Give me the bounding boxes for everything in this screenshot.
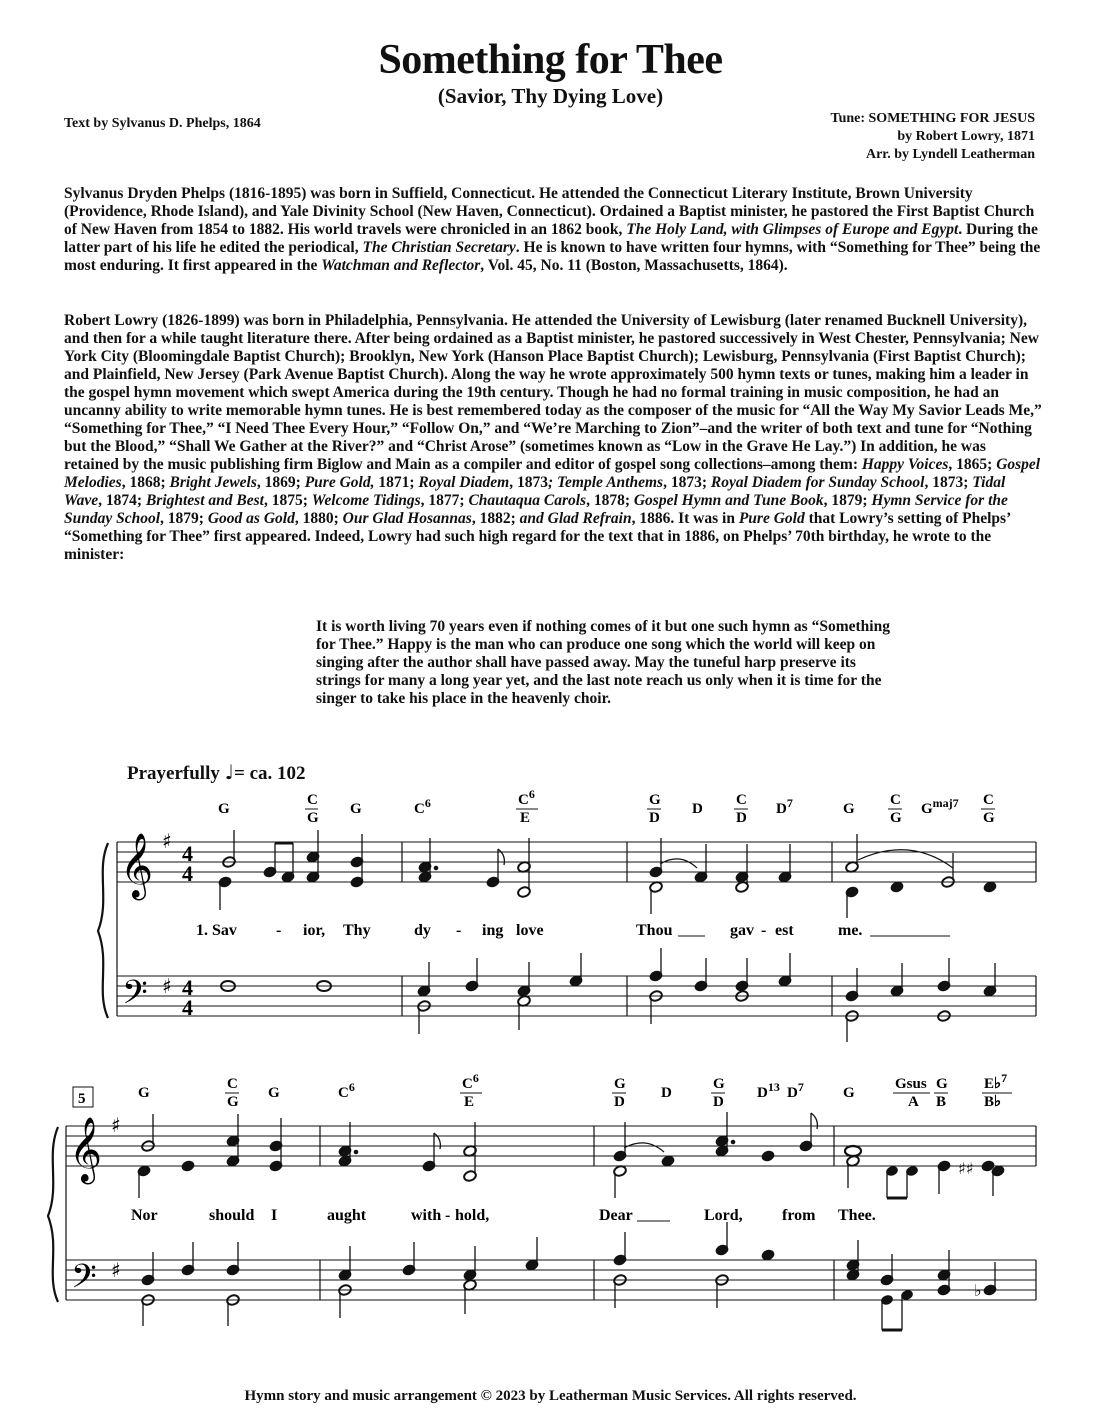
treble-clef-icon: 𝄞 (69, 1117, 103, 1182)
italic-title: Our Glad Hosannas (342, 510, 472, 527)
lyric-syllable: Thee. (838, 1207, 876, 1224)
lyric-hyphen: - (445, 1207, 451, 1224)
chord-symbol: $C^6$ (414, 796, 431, 817)
text-run: , 1873; (663, 474, 711, 491)
chord-symbol: G (649, 792, 661, 808)
chord-symbol: $C^6$ (338, 1080, 355, 1101)
lyric-syllable: me. (838, 922, 863, 939)
chord-symbol: C (307, 792, 318, 808)
chord-symbol: G (268, 1085, 280, 1101)
key-sharp-icon: ♯ (162, 829, 172, 853)
text-run: , 1875; (263, 492, 312, 509)
hymn-subtitle: (Savior, Thy Dying Love) (437, 84, 664, 108)
svg-text:♭: ♭ (974, 1281, 982, 1300)
treble-staff (117, 842, 1036, 882)
chord-symbol: B (936, 1094, 947, 1110)
lyric-syllable: Thy (343, 922, 371, 939)
text-run: , 1878; (586, 492, 634, 509)
italic-title: Good as Gold (207, 510, 295, 527)
lyric-syllable: Nor (131, 1207, 158, 1224)
chord-symbol: E (464, 1094, 475, 1110)
system-2 (48, 1071, 1036, 1330)
treble-notes (137, 1112, 1005, 1198)
chord-symbol: C (227, 1076, 238, 1092)
lyrics-verse-1 (196, 922, 950, 939)
bass-clef-icon: 𝄢 (71, 1258, 97, 1304)
lyric-syllable: ior, (303, 922, 326, 939)
text-run: , 1879; (823, 492, 872, 509)
chord-symbol: G (936, 1076, 948, 1092)
text-run: , Vol. 45, No. 11 (Boston, Massachusetts, 1864). (480, 257, 788, 274)
text-credit: Text by Sylvanus D. Phelps, 1864 (64, 116, 261, 131)
text-run: . During the latter part of his life he edited the periodical, (64, 221, 1038, 256)
tune-name: Tune: SOMETHING FOR JESUS (830, 111, 1035, 126)
lyric-syllable: should (209, 1207, 255, 1224)
italic-title: Bright Jewels (169, 474, 257, 491)
chord-symbol: G (350, 801, 362, 817)
text-run: , 1877; (420, 492, 469, 509)
chord-symbol: A (908, 1094, 919, 1110)
italic-title: The Holy Land, with Glimpses of Europe and Egypt (626, 221, 959, 238)
chord-symbol: D (614, 1094, 625, 1110)
italic-title: Royal Diadem for Sunday School (710, 474, 925, 491)
lyric-syllable: 1. Sav (196, 922, 237, 939)
italic-title: Brightest and Best (145, 492, 264, 509)
copyright-footer: Hymn story and music arrangement © 2023 by Leatherman Music Services. All rights reserved. (244, 1388, 857, 1404)
chord-symbol: Gsus (895, 1076, 927, 1092)
italic-title: Welcome Tidings (311, 492, 421, 509)
chord-symbol: D (736, 810, 747, 826)
time-sig-top: 4 (182, 841, 193, 866)
text-run: Sylvanus Dryden Phelps (1816-1895) was born in Suffield, Connecticut. He attended the Connecticut Literary Institute, Brown University (Providence, Rhode Island), and Yale Divinity School (New Haven, Connecticut). Ordained a Baptist minister, he pastored the First Baptist Church of New Haven from 1854 to 1882. His world travels were chronicled in an 1862 book, (64, 185, 1035, 238)
chord-symbol: G (138, 1085, 150, 1101)
text-run: , 1882; (471, 510, 520, 527)
text-run: . He is known to have written four hymns, with “Something for Thee” being the most enduring. It first appeared in the (64, 239, 1041, 274)
treble-notes (218, 830, 997, 918)
italic-title: Royal Diadem (418, 474, 510, 491)
text-run: that Lowry’s setting of Phelps’ “Something for Thee” first appeared. Indeed, Lowry had such high regard for the text that in 1886, on Phelps’ 70th birthday, he wrote to the minister: (64, 510, 1011, 563)
lyrics-verse-1 (131, 1207, 876, 1224)
text-run: , 1869; (256, 474, 305, 491)
chord-symbol: G (713, 1076, 725, 1092)
chord-symbol: D (649, 810, 660, 826)
chord-symbol: D (713, 1094, 724, 1110)
chord-symbol: G (983, 810, 995, 826)
italic-title: Happy Voices (861, 456, 949, 473)
chord-symbol: G (614, 1076, 626, 1092)
chord-symbol: G (218, 801, 230, 817)
italic-title: Hymn Service for the Sunday School (64, 492, 1008, 527)
italic-title: Pure Gold, (304, 474, 375, 491)
composer-credit: by Robert Lowry, 1871 (897, 129, 1035, 144)
lyric-hyphen: - (276, 922, 282, 939)
arranger-credit: Arr. by Lyndell Leatherman (865, 147, 1035, 162)
time-sig-bottom: 4 (182, 995, 193, 1020)
bass-clef-icon: 𝄢 (122, 974, 148, 1020)
chord-symbol: C (890, 792, 901, 808)
chord-symbol: G (307, 810, 319, 826)
text-run: , 1880; (294, 510, 343, 527)
measure-number: 5 (78, 1091, 86, 1107)
chord-symbol: $C^6$ (518, 787, 535, 808)
text-run: , 1868; (121, 474, 170, 491)
lyric-syllable: gav (730, 922, 754, 939)
chord-symbol: G (890, 810, 902, 826)
italic-title: The Christian Secretary (362, 239, 516, 256)
hymn-title: Something for Thee (378, 37, 723, 83)
system-1 (98, 787, 1036, 1042)
tempo-value: = ca. 102 (234, 763, 306, 784)
italic-title: Pure Gold (738, 510, 805, 527)
italic-title: Gospel Hymn and Tune Book (633, 492, 824, 509)
chord-symbol: C (983, 792, 994, 808)
text-run: Robert Lowry (1826-1899) was born in Philadelphia, Pennsylvania. He attended the University of Lewisburg (later renamed Bucknell University), and then for a while taught literature there. After being ordained as a Baptist minister, he pastored successively in West Chester, Pennsylvania; New York City (Bloomingdale Baptist Church); Brooklyn, New York (Hanson Place Baptist Church); Lewisburg, Pennsylvania (First Baptist Church); and Plainfield, New Jersey (Park Avenue Baptist Church). Along the way he wrote approximately 500 hymn texts or tunes, making him a leader in the gospel hymn movement which swept America during the 19th century. Though he had no formal training in music composition, he had an uncanny ability to write memorable hymn tunes. He is best remembered today as the composer of the music for “All the Way My Savior Leads Me,” “Something for Thee,” “I Need Thee Every Hour,” “Follow On,” and “We’re Marching to Zion”–and the writer of both text and tune for “Nothing but the Blood,” “Shall We Gather at the River?” and “Christ Arose” (sometimes known as “Low in the Grave He Lay.”) In addition, he was retained by the music publishing firm Biglow and Main as a compiler and editor of gospel song collections–among them: (64, 312, 1042, 473)
chord-symbol: B♭ (984, 1094, 1002, 1110)
lyric-syllable: with (411, 1207, 442, 1224)
italic-title: and Glad Refrain (519, 510, 632, 527)
key-sharp-icon: ♯ (111, 1113, 121, 1137)
chord-symbols (138, 1071, 1012, 1110)
text-run: , 1873 (509, 474, 548, 491)
lyric-syllable: I (271, 1207, 278, 1224)
bass-notes (221, 948, 997, 1042)
chord-symbol: G (843, 1085, 855, 1101)
lyric-hyphen: - (456, 922, 462, 939)
lyric-syllable: Lord, (704, 1207, 743, 1224)
key-sharp-icon: ♯ (111, 1258, 121, 1282)
text-run: , 1873; (924, 474, 973, 491)
treble-clef-icon: 𝄞 (120, 833, 154, 898)
italic-title: Tidal Wave (64, 474, 1006, 509)
svg-text:♯♯: ♯♯ (958, 1159, 974, 1178)
time-sig-bottom: 4 (182, 861, 193, 886)
text-run: , 1886. It was in (631, 510, 739, 527)
tempo-label: Prayerfully (127, 763, 220, 784)
quarter-note-icon: ♩ (224, 760, 235, 784)
lyric-syllable: aught (327, 1207, 367, 1224)
chord-symbol: G (843, 801, 855, 817)
chord-symbol: D (692, 801, 703, 817)
chord-symbol: E♭$^7$ (984, 1071, 1008, 1092)
italic-title: Watchman and Reflector (321, 257, 481, 274)
lyric-syllable: hold, (455, 1207, 490, 1224)
text-run: , 1874; (98, 492, 146, 509)
brace (98, 843, 108, 1018)
lyric-syllable: est (775, 922, 794, 939)
text-run: , 1879; (160, 510, 208, 527)
italic-title: ; Temple Anthems (547, 474, 664, 491)
italic-title: Gospel Melodies (64, 456, 1041, 491)
lyric-hyphen: - (761, 922, 767, 939)
chord-symbol: D (661, 1085, 672, 1101)
lyric-syllable: Dear (599, 1207, 633, 1224)
italic-title: Chautaqua Carols (468, 492, 587, 509)
text-run: , 1865; (948, 456, 997, 473)
time-sig-top: 4 (182, 975, 193, 1000)
lowry-quote: It is worth living 70 years even if nothing comes of it but one such hymn as “Something for Thee.” Happy is the man who can produce one song which the world will keep on singing after the author shall have passed away. May the tuneful harp preserve its strings for many a long year yet, and the last note reach us only when it is time for the singer to take his place in the heavenly choir. (316, 618, 890, 707)
chord-symbols (218, 787, 995, 826)
chord-symbol: E (520, 810, 531, 826)
lyric-syllable: from (782, 1207, 816, 1224)
chord-symbol: $D^{13}$ (757, 1080, 780, 1101)
lyric-syllable: Thou (636, 922, 673, 939)
lyric-syllable: dy (414, 922, 431, 939)
brace (48, 1127, 58, 1302)
chord-symbol: C (736, 792, 747, 808)
treble-staff (66, 1126, 1036, 1166)
chord-symbol: G (227, 1094, 239, 1110)
chord-symbol: $G^{maj7}$ (921, 796, 959, 817)
key-sharp-icon: ♯ (162, 974, 172, 998)
bass-notes (141, 1222, 997, 1330)
chord-symbol: $D^7$ (787, 1080, 804, 1101)
lyric-syllable: love (516, 922, 544, 939)
lyric-syllable: ing (482, 922, 504, 939)
chord-symbol: $D^7$ (776, 796, 793, 817)
chord-symbol: $C^6$ (462, 1071, 479, 1092)
text-run: 1871; (374, 474, 419, 491)
